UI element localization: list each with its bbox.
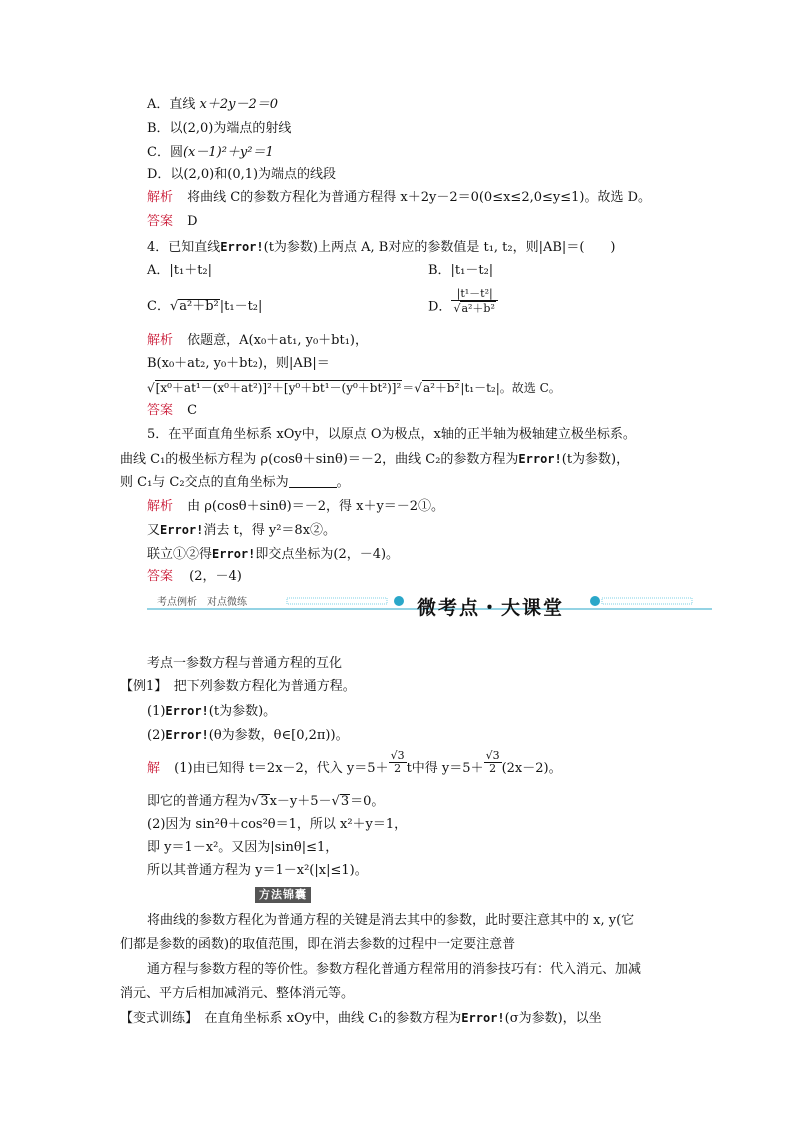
q4-solution-1: 解析 依题意，A(x₀＋at₁, y₀＋bt₁)， — [147, 333, 368, 348]
section-banner — [147, 591, 712, 625]
q4-option-b: B．|t₁－t₂| — [428, 263, 494, 278]
example-1-part-2: (2)Error!(θ为参数，θ∈[0,2π))。 — [147, 728, 349, 743]
ex1-solution-2: 即它的普通方程为√3x－y＋5－√3＝0。 — [147, 794, 385, 809]
method-text-1: 将曲线的参数方程化为普通方程的关键是消去其中的参数，此时要注意其中的 x, y(它 — [147, 913, 635, 928]
variant-exercise: 【变式训练】 在直角坐标系 xOy中，曲线 C₁的参数方程为Error!(σ为参数)，以坐 — [120, 1011, 602, 1026]
ex1-solution-3: (2)因为 sin²θ＋cos²θ＝1，所以 x²＋y＝1， — [147, 817, 408, 832]
method-text-3: 通方程与参数方程的等价性。参数方程化普通方程常用的消参技巧有：代入消元、加减 — [147, 962, 642, 977]
answer-blank — [289, 475, 337, 488]
ex1-solution-4: 即 y＝1－x²。又因为|sinθ|≤1， — [147, 840, 339, 855]
q4-option-d-fraction: $\frac{\text{|t¹－t²|}}{\text{√a²＋b²}}$ — [451, 288, 497, 316]
q5-solution-2: 又Error!消去 t，得 y²＝8x②。 — [147, 523, 337, 538]
option-a: A．直线 x＋2y－2＝0 — [147, 97, 279, 112]
option-d: D．以(2,0)和(0,1)为端点的线段 — [147, 167, 337, 182]
q3-solution: 解析 将曲线 C的参数方程化为普通方程得 x＋2y－2＝0(0≤x≤2,0≤y≤1)。故选 D。 — [147, 190, 652, 205]
q3-answer: 答案 D — [147, 214, 198, 229]
q4-option-a: A．|t₁＋t₂| — [147, 263, 213, 278]
sqrt3-over-2-fraction: $\frac{√3}{2}$ — [390, 749, 405, 775]
question-4: 4．已知直线Error!(t为参数)上两点 A, B对应的参数值是 t₁, t₂，则|AB|＝( ) — [147, 240, 616, 255]
q4-answer: 答案 C — [147, 403, 198, 418]
banner-subtitle: 考点例析 对点微练 — [157, 597, 247, 608]
q4-solution-3: √[x⁰＋at¹－(x⁰＋at²)]²＋[y⁰＋bt¹－(y⁰＋bt²)]²＝√a²＋b²|t₁－t₂|。故选 C。 — [147, 381, 561, 395]
ex1-solution-5: 所以其普通方程为 y＝1－x²(|x|≤1)。 — [147, 863, 368, 878]
banner-title: 微考点・大课堂 — [417, 597, 565, 619]
example-1: 【例1】 把下列参数方程化为普通方程。 — [120, 679, 356, 694]
question-5-line3: 则 C₁与 C₂交点的直角坐标为 。 — [120, 475, 350, 490]
answer-label: 答案 — [147, 214, 174, 229]
option-c: C．圆(x－1)²＋y²＝1 — [147, 145, 274, 160]
question-5-line2: 曲线 C₁的极坐标方程为 ρ(cosθ＋sinθ)＝－2，曲线 C₂的参数方程为Error!(t为参数)， — [120, 452, 630, 467]
question-5-line1: 5．在平面直角坐标系 xOy中，以原点 O为极点，x轴的正半轴为极轴建立极坐标系。 — [147, 427, 636, 442]
q5-solution-1: 解析 由 ρ(cosθ＋sinθ)＝－2，得 x＋y＝－2①。 — [147, 499, 445, 514]
method-badge: 方法锦囊 — [255, 887, 311, 903]
ex1-solution-1: 解 (1)由已知得 t＝2x－2，代入 y＝5＋ $\frac{√3}{2}$ t中得 y＝5＋ $\frac{√3}{2}$ (2x－2)。 — [147, 749, 562, 776]
q5-answer: 答案 (2，－4) — [147, 569, 242, 584]
topic-heading: 考点一参数方程与普通方程的互化 — [147, 656, 343, 671]
example-1-part-1: (1)Error!(t为参数)。 — [147, 704, 277, 719]
option-b: B．以(2,0)为端点的射线 — [147, 121, 292, 136]
sqrt3-over-2-fraction: $\frac{√3}{2}$ — [485, 749, 500, 775]
method-text-2: 们都是参数的函数)的取值范围，即在消去参数的过程中一定要注意普 — [120, 937, 516, 952]
jie-label: 解 — [147, 761, 161, 776]
method-text-4: 消元、平方后相加减消元、整体消元等。 — [120, 986, 355, 1001]
q5-solution-3: 联立①②得Error!即交点坐标为(2，－4)。 — [147, 547, 400, 562]
q4-option-c: C．√a²＋b²|t₁－t₂| — [147, 299, 263, 314]
jiexi-label: 解析 — [147, 190, 174, 205]
q4-solution-2: B(x₀＋at₂, y₀＋bt₂)，则|AB|＝ — [147, 356, 330, 371]
q4-option-d: D． $\frac{\text{|t¹－t²|}}{\text{√a²＋b²}}$ — [428, 298, 498, 316]
